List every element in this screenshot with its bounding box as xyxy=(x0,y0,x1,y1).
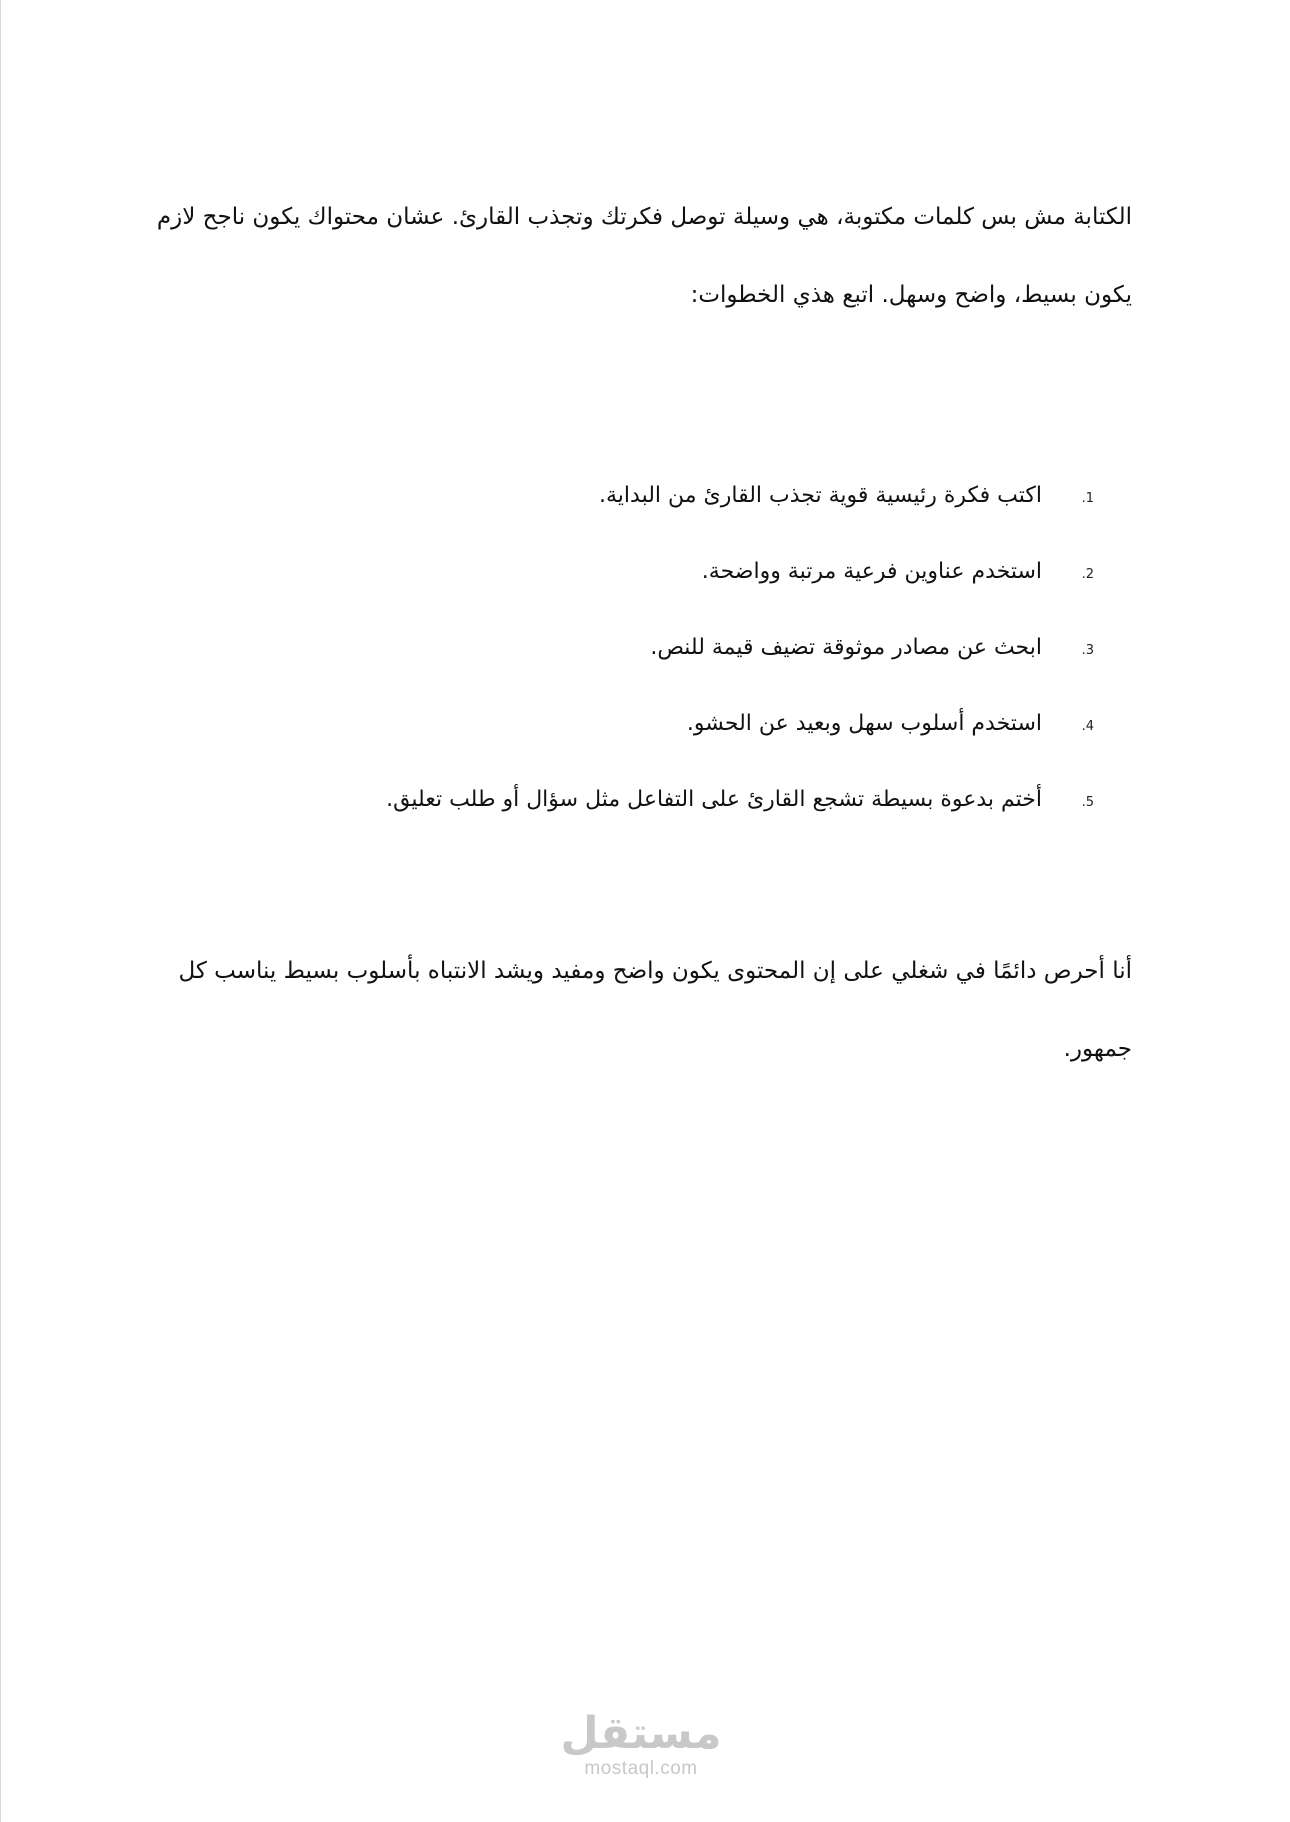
list-item xyxy=(274,534,1094,610)
list-item xyxy=(274,686,1094,762)
list-item-text: استخدم عناوين فرعية مرتبة وواضحة. xyxy=(701,559,1042,584)
steps-list xyxy=(274,458,1094,838)
intro-paragraph: الكتابة مش بس كلمات مكتوبة، هي وسيلة توصل فكرتك وتجذب القارئ. عشان محتواك يكون ناجح لازم يكون بسيط، واضح وسهل. اتبع هذي الخطوات: xyxy=(156,204,1132,308)
list-item-number: 5. xyxy=(1081,795,1094,810)
list-item xyxy=(274,458,1094,534)
mostaql-watermark xyxy=(521,1710,761,1780)
list-item-number: 3. xyxy=(1081,643,1094,658)
list-item-text: استخدم أسلوب سهل وبعيد عن الحشو. xyxy=(686,711,1042,736)
list-item-number: 2. xyxy=(1081,567,1094,582)
watermark-url: mostaql.com xyxy=(584,1758,698,1779)
list-item-number: 4. xyxy=(1081,719,1094,734)
list-item xyxy=(274,610,1094,686)
list-item-text: اكتب فكرة رئيسية قوية تجذب القارئ من البداية. xyxy=(599,483,1042,508)
list-item xyxy=(274,762,1094,838)
list-item-number: 1. xyxy=(1081,491,1094,506)
closing-paragraph: أنا أحرص دائمًا في شغلي على إن المحتوى يكون واضح ومفيد ويشد الانتباه بأسلوب بسيط يناسب كل جمهور. xyxy=(178,958,1132,1062)
list-item-text: أختم بدعوة بسيطة تشجع القارئ على التفاعل مثل سؤال أو طلب تعليق. xyxy=(386,787,1042,812)
watermark-logo-text: مستقل xyxy=(560,1708,722,1759)
list-item-text: ابحث عن مصادر موثوقة تضيف قيمة للنص. xyxy=(650,635,1042,660)
